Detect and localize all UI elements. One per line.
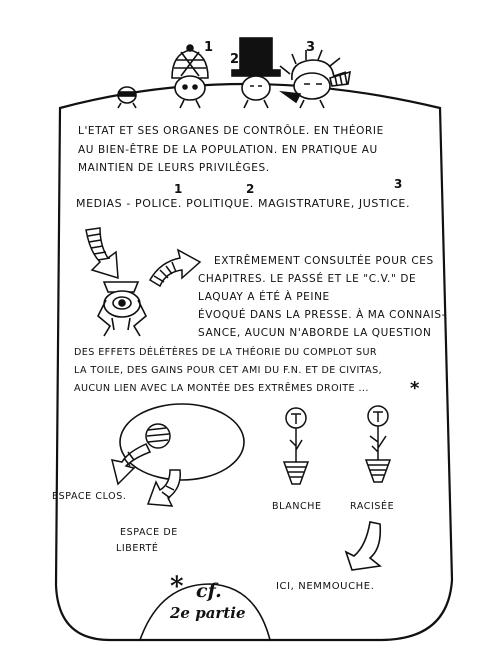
paragraph2-line-2: CHAPITRES. LE PASSÉ ET LE "C.V." DE — [198, 273, 417, 285]
closed-space-ellipse — [120, 404, 244, 480]
label-nemmouche: ICI, NEMMOUCHE. — [276, 581, 375, 592]
top-number-2: 2 — [230, 52, 240, 67]
paragraph1-line-1: L'ETAT ET SES ORGANES DE CONTRÔLE. EN THÉORIE — [78, 125, 384, 137]
asterisk-mark: * — [410, 378, 420, 399]
institutions-line: MEDIAS - POLICE. POLITIQUE. MAGISTRATURE, JUSTICE. — [76, 197, 411, 210]
small-character — [118, 87, 136, 108]
paragraph2-line-3: LAQUAY A ÉTÉ À PEINE — [198, 291, 330, 303]
character-3-spiky-hair — [280, 50, 350, 108]
racisee-figure — [366, 406, 390, 482]
paragraph2-line-7: LA TOILE, DES GAINS POUR CET AMI DU F.N. ET DE CIVITAS, — [74, 365, 383, 376]
institution-number-1: 1 — [174, 182, 183, 196]
character-1-acorn-hat — [172, 45, 208, 108]
police-eye-character — [98, 282, 146, 336]
paragraph2-line-8: AUCUN LIEN AVEC LA MONTÉE DES EXTRÊMES DROITE ... — [74, 383, 369, 394]
blanche-figure — [284, 408, 308, 484]
striped-ball — [146, 424, 170, 448]
label-liberte: LIBERTÉ — [116, 543, 159, 554]
paragraph2-line-6: DES EFFETS DÉLÉTÈRES DE LA THÉORIE DU COMPLOT SUR — [74, 347, 377, 358]
top-number-1: 1 — [204, 40, 214, 55]
striped-arrow-right — [150, 250, 200, 286]
label-blanche: BLANCHE — [272, 501, 322, 512]
striped-arrow-down — [86, 228, 118, 278]
top-number-3: 3 — [306, 40, 316, 55]
nemmouche-claw — [346, 522, 380, 570]
paragraph1-line-2: AU BIEN-ÊTRE DE LA POPULATION. EN PRATIQUE AU — [78, 144, 378, 156]
footnote-asterisk: * — [170, 572, 184, 602]
footnote-cf: cf. — [196, 580, 222, 602]
paragraph1-line-3: MAINTIEN DE LEURS PRIVILÈGES. — [78, 162, 270, 174]
label-espace-clos: ESPACE CLOS. — [52, 491, 127, 502]
label-espace-de: ESPACE DE — [120, 527, 178, 538]
paragraph2-line-4: ÉVOQUÉ DANS LA PRESSE. À MA CONNAIS- — [198, 309, 447, 321]
paragraph2-line-5: SANCE, AUCUN N'ABORDE LA QUESTION — [198, 327, 432, 339]
institution-number-3: 3 — [394, 177, 403, 191]
institution-number-2: 2 — [246, 182, 255, 196]
paragraph2-line-1: EXTRÊMEMENT CONSULTÉE POUR CES — [214, 255, 434, 267]
label-racisee: RACISÉE — [350, 501, 395, 512]
footnote-part: 2e partie — [170, 604, 246, 622]
character-2-top-hat — [232, 38, 280, 108]
